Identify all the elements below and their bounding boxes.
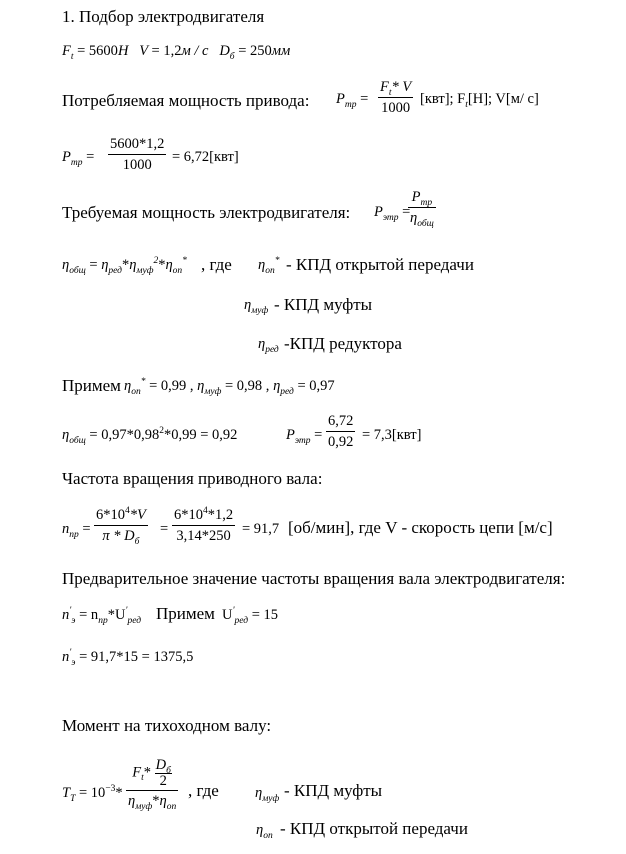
shaft-speed-symbol: $n_{пр}$ = [62,521,91,540]
efficiency-where: , где [201,255,232,274]
shaft-speed-fraction-2: $\frac{6*10^4*1,2}{3,14*250}$ [174,506,234,544]
power-required-units: [квт]; $F_t[Н]$; V[м/ с] [420,91,539,110]
motor-power-symbol: $P_{этр}$ = [374,204,411,223]
torque-eta-muf-description: - КПД муфты [284,781,383,800]
total-power-symbol: $P_{этр}$ = [286,427,323,446]
torque-eta-op-description: - КПД открытой передачи [280,819,468,838]
motor-speed-label: Предварительное значение частоты вращения вала электродвигателя: [62,569,566,588]
power-required-label: Потребляемая мощность привода: [62,91,310,110]
shaft-speed-result: = 91,7 [242,521,280,537]
total-power-result: = 7,3[квт] [362,427,422,443]
eta-muf-symbol: $\eta_{муф}$ [244,297,269,316]
shaft-speed-label: Частота вращения приводного вала: [62,469,323,488]
torque-eta-op-symbol: $\eta_{оп}$ [256,822,273,841]
shaft-speed-eq: = [160,521,169,537]
motor-power-fraction: $P_{тр}$ $\eta_{общ}$ [410,189,434,229]
power-required-symbol: $P_{тр}$ = [336,91,369,110]
motor-power-label: Требуемая мощность электродвигателя: [62,203,351,222]
efficiency-formula: $\eta_{общ} = \eta_{ред}*\eta_{муф}^2*\eta_{оп}^*$ [62,256,187,276]
power-calc-result: = 6,72[квт] [172,149,239,165]
motor-speed-formula: $n'_э = n_{пр}*U'_{ред}$ [62,606,142,626]
section-heading: 1. Подбор электродвигателя [62,7,265,26]
accept-label: Примем [62,376,121,395]
power-calc-symbol: $P_{тр}$ = [62,149,95,168]
power-calc-fraction: $\frac{5600*1,2}{1000}$ [110,136,165,173]
total-efficiency: $\eta_{общ} = 0,97*0,98^2*0,99 = 0,92$ [62,426,238,446]
eta-op-description: - КПД открытой передачи [286,255,474,274]
eta-red-symbol: $\eta_{ред}$ [258,336,279,355]
torque-symbol: $T_T = 10^{-3}*$ [62,784,123,804]
torque-label: Момент на тихоходном валу: [62,716,272,735]
motor-speed-result: $n'_э = 91,7*15 = 1375,5$ [62,648,194,668]
power-required-fraction: $\frac{F_t* V}{1000}$ [380,79,412,116]
eta-muf-description: - КПД муфты [274,295,373,314]
torque-fraction: $F_t*$ $D_б$ 2 $\eta_{муф}*\eta_{оп}$ [128,757,177,812]
motor-speed-accept-label: Примем [156,604,215,623]
torque-where: , где [188,781,219,800]
given-values: $F_t = 5600Н$ V = 1,2м / с $D_б = 250мм$ [62,43,291,62]
torque-eta-muf-symbol: $\eta_{муф}$ [255,785,280,804]
motor-speed-accept: $U'_{ред} = 15$ [222,606,279,626]
total-power-fraction: $\frac{6,72}{0,92}$ [328,413,354,450]
shaft-speed-fraction-1: $6*10^4*V$ π * $D_б$ [96,506,146,547]
eta-red-description: -КПД редуктора [284,334,402,353]
shaft-speed-tail: [об/мин], где V - скорость цепи [м/с] [288,518,553,537]
accept-values: $\eta_{оп}^* = 0,99$ , $\eta_{муф} = 0,98$ , $\eta_{ред} = 0,97$ [124,377,335,397]
eta-op-symbol: $\eta_{оп}^*$ [258,256,280,276]
